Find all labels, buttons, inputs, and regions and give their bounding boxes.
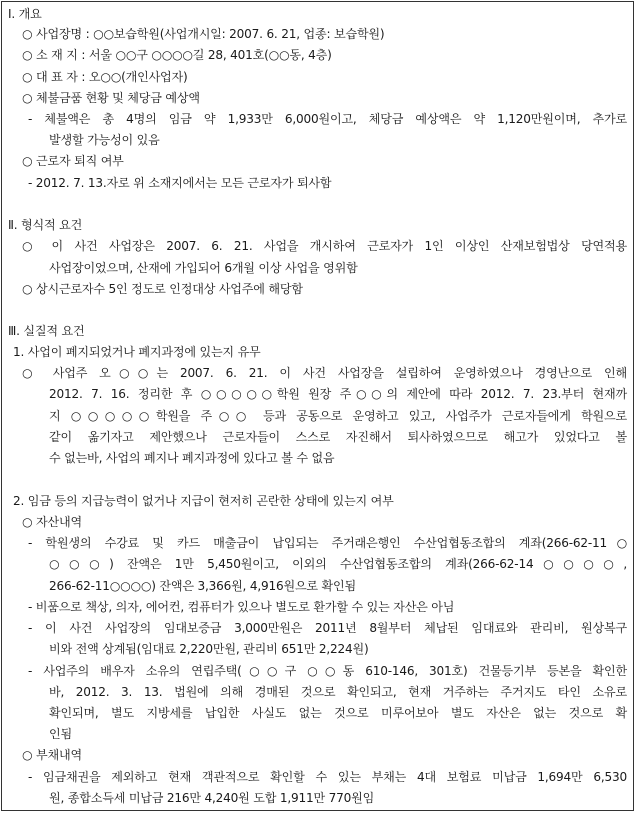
paragraph-line: 원, 종합소득세 미납금 216만 4,240원 도합 1,911만 770원임: [49, 791, 375, 805]
representative: ○ 대 표 자 : 오○○(개인사업자): [22, 70, 188, 84]
subsection-title: 1. 사업이 폐지되었거나 폐지과정에 있는지 유무: [13, 345, 261, 359]
assets-title: ○ 자산내역: [22, 515, 82, 529]
section-heading: Ⅱ. 형식적 요건: [8, 218, 83, 232]
subsection-title: 2. 임금 등의 지급능력이 없거나 지급이 현저히 곤란한 상태에 있는지 여부: [13, 494, 394, 508]
business-name: ○ 사업장명 : ○○보습학원(사업개시일: 2007. 6. 21, 업종: 보습학원): [22, 27, 385, 41]
business-address: ○ 소 재 지 : 서울 ○○구 ○○○○길 28, 401호(○○동, 4층): [22, 48, 332, 62]
formal-req-1-cont: 사업장이었으며, 산재에 가입되어 6개월 이상 사업을 영위함: [49, 261, 358, 275]
paragraph-line: - 비품으로 책상, 의자, 에어컨, 컴퓨터가 있으나 별도로 환가할 수 있는 자산은 아님: [28, 600, 455, 614]
paragraph-line: 확인되며, 별도 지방세를 납입한 사실도 없는 것으로 미루어보아 별도 자산은 없는 것으로 확: [49, 706, 627, 720]
unpaid-status-title: ○ 체불금품 현황 및 체당금 예상액: [22, 91, 200, 105]
paragraph-line: 바, 2012. 3. 13. 법원에 의해 경매된 것으로 확인되고, 현재 거주하는 주거지도 타인 소유로: [49, 685, 627, 699]
section-heading: Ⅲ. 실질적 요건: [8, 324, 85, 338]
paragraph-line: ○ 사업주 오○○는 2007. 6. 21. 이 사건 사업장을 설립하여 운영하였으나 경영난으로 인해: [22, 366, 627, 380]
unpaid-status-text: - 체불액은 총 4명의 임금 약 1,933만 6,000원이고, 체당금 예상액은 약 1,120만원이며, 추가로: [28, 112, 627, 126]
paragraph-line: 266-62-11○○○○) 잔액은 3,366원, 4,916원으로 확인됨: [49, 579, 357, 593]
unpaid-status-text-cont: 발생할 가능성이 있음: [49, 133, 160, 147]
paragraph-line: 지 ○○○○○학원을 주○○ 등과 공동으로 운영하고 있고, 사업주가 근로자들에게 학원으로: [49, 409, 627, 423]
paragraph-line: ○○○) 잔액은 1만 5,450원이고, 이외의 수산업협동조합의 계좌(266-62-14○○○○,: [49, 557, 627, 571]
paragraph-line: 2012. 7. 16. 정리한 후 ○○○○○학원 원장 주○○의 제안에 따라 2012. 7. 23.부터 현재까: [49, 387, 627, 401]
paragraph-line: 비와 전액 상계됨(임대료 2,220만원, 관리비 651만 2,224원): [49, 642, 369, 656]
paragraph-line: - 사업주의 배우자 소유의 연립주택(○○구 ○○동 610-146, 301호) 건물등기부 등본을 확인한: [28, 664, 627, 678]
paragraph-line: 수 없는바, 사업의 폐지나 폐지과정에 있다고 볼 수 없음: [49, 451, 335, 465]
paragraph-line: - 학원생의 수강료 및 카드 매출금이 납입되는 주거래은행인 수산업협동조합의 계좌(266-62-11○: [28, 536, 627, 550]
formal-req-2: ○ 상시근로자수 5인 정도로 인정대상 사업주에 해당함: [22, 282, 303, 296]
section-heading: Ⅰ. 개요: [8, 7, 42, 21]
paragraph-line: - 이 사건 사업장의 임대보증금 3,000만원은 2011년 8월부터 체납된 임대료와 관리비, 원상복구: [28, 621, 627, 635]
paragraph-line: 같이 옮기자고 제안했으나 근로자들이 스스로 자진해서 퇴사하였으므로 해고가 있었다고 볼: [49, 430, 627, 444]
formal-req-1: ○ 이 사건 사업장은 2007. 6. 21. 사업을 개시하여 근로자가 1인 이상인 산재보험법상 당연적용: [22, 239, 627, 253]
liabilities-title: ○ 부채내역: [22, 748, 82, 762]
paragraph-line: 인됨: [49, 727, 72, 741]
retirement-title: ○ 근로자 퇴직 여부: [22, 154, 124, 168]
retirement-text: - 2012. 7. 13.자로 위 소재지에서는 모든 근로자가 퇴사함: [28, 176, 332, 190]
paragraph-line: - 임금채권을 제외하고 현재 객관적으로 확인할 수 있는 부채는 4대 보험료 미납금 1,694만 6,530: [28, 770, 627, 784]
